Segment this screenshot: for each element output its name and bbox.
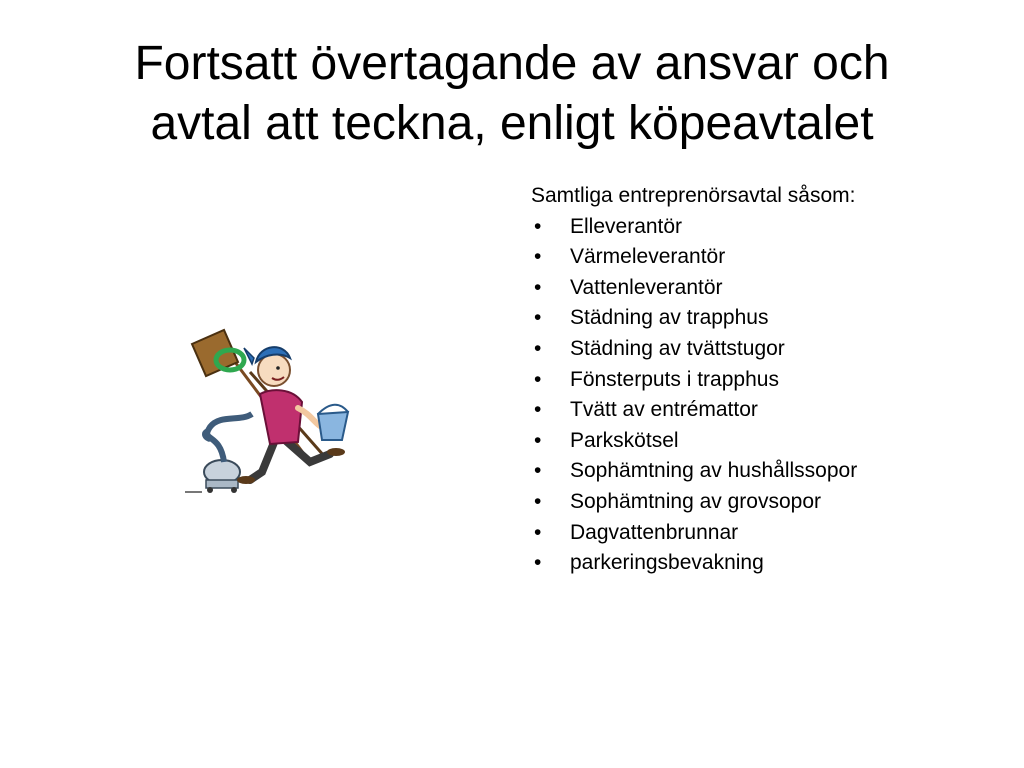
slide-title bbox=[0, 34, 1024, 154]
list-item bbox=[531, 334, 1001, 365]
bullet-icon: • bbox=[534, 398, 542, 422]
list-intro: Samtliga entreprenörsavtal såsom: bbox=[531, 184, 856, 207]
list-item bbox=[531, 242, 1001, 273]
list-item-text: Dagvattenbrunnar bbox=[570, 520, 739, 544]
list-item bbox=[531, 456, 1001, 487]
contract-list bbox=[531, 212, 1001, 579]
list-item-text: Fönsterputs i trapphus bbox=[570, 367, 779, 391]
bullet-icon: • bbox=[534, 245, 542, 269]
cleaning-woman-clipart-icon bbox=[180, 322, 360, 502]
list-item-text: Sophämtning av grovsopor bbox=[570, 489, 821, 513]
list-item-text: Värmeleverantör bbox=[570, 245, 726, 269]
bullet-icon: • bbox=[534, 489, 542, 513]
list-item bbox=[531, 303, 1001, 334]
list-item-text: Elleverantör bbox=[570, 214, 683, 238]
slide-title-line-1: Fortsatt övertagande av ansvar och bbox=[134, 37, 890, 90]
bullet-icon: • bbox=[534, 275, 542, 299]
list-item-text: Tvätt av entrémattor bbox=[570, 398, 758, 422]
bullet-icon: • bbox=[534, 306, 542, 330]
bullet-icon: • bbox=[534, 459, 542, 483]
list-item-text: Städning av tvättstugor bbox=[570, 336, 785, 360]
list-item bbox=[531, 212, 1001, 243]
bullet-icon: • bbox=[534, 214, 542, 238]
list-item-text: Städning av trapphus bbox=[570, 306, 769, 330]
list-item bbox=[531, 273, 1001, 304]
list-item-text: parkeringsbevakning bbox=[570, 551, 764, 575]
list-item bbox=[531, 487, 1001, 518]
bullet-icon: • bbox=[534, 336, 542, 360]
contract-list-section bbox=[531, 181, 1001, 579]
list-item bbox=[531, 548, 1001, 579]
list-item bbox=[531, 395, 1001, 426]
bullet-icon: • bbox=[534, 428, 542, 452]
list-item bbox=[531, 365, 1001, 396]
list-item bbox=[531, 518, 1001, 549]
bullet-icon: • bbox=[534, 551, 542, 575]
list-item-text: Parkskötsel bbox=[570, 428, 679, 452]
list-item-text: Vattenleverantör bbox=[570, 275, 723, 299]
slide-title-line-2: avtal att teckna, enligt köpeavtalet bbox=[150, 97, 874, 150]
bullet-icon: • bbox=[534, 367, 542, 391]
list-item bbox=[531, 426, 1001, 457]
list-item-text: Sophämtning av hushållssopor bbox=[570, 459, 858, 483]
bullet-icon: • bbox=[534, 520, 542, 544]
